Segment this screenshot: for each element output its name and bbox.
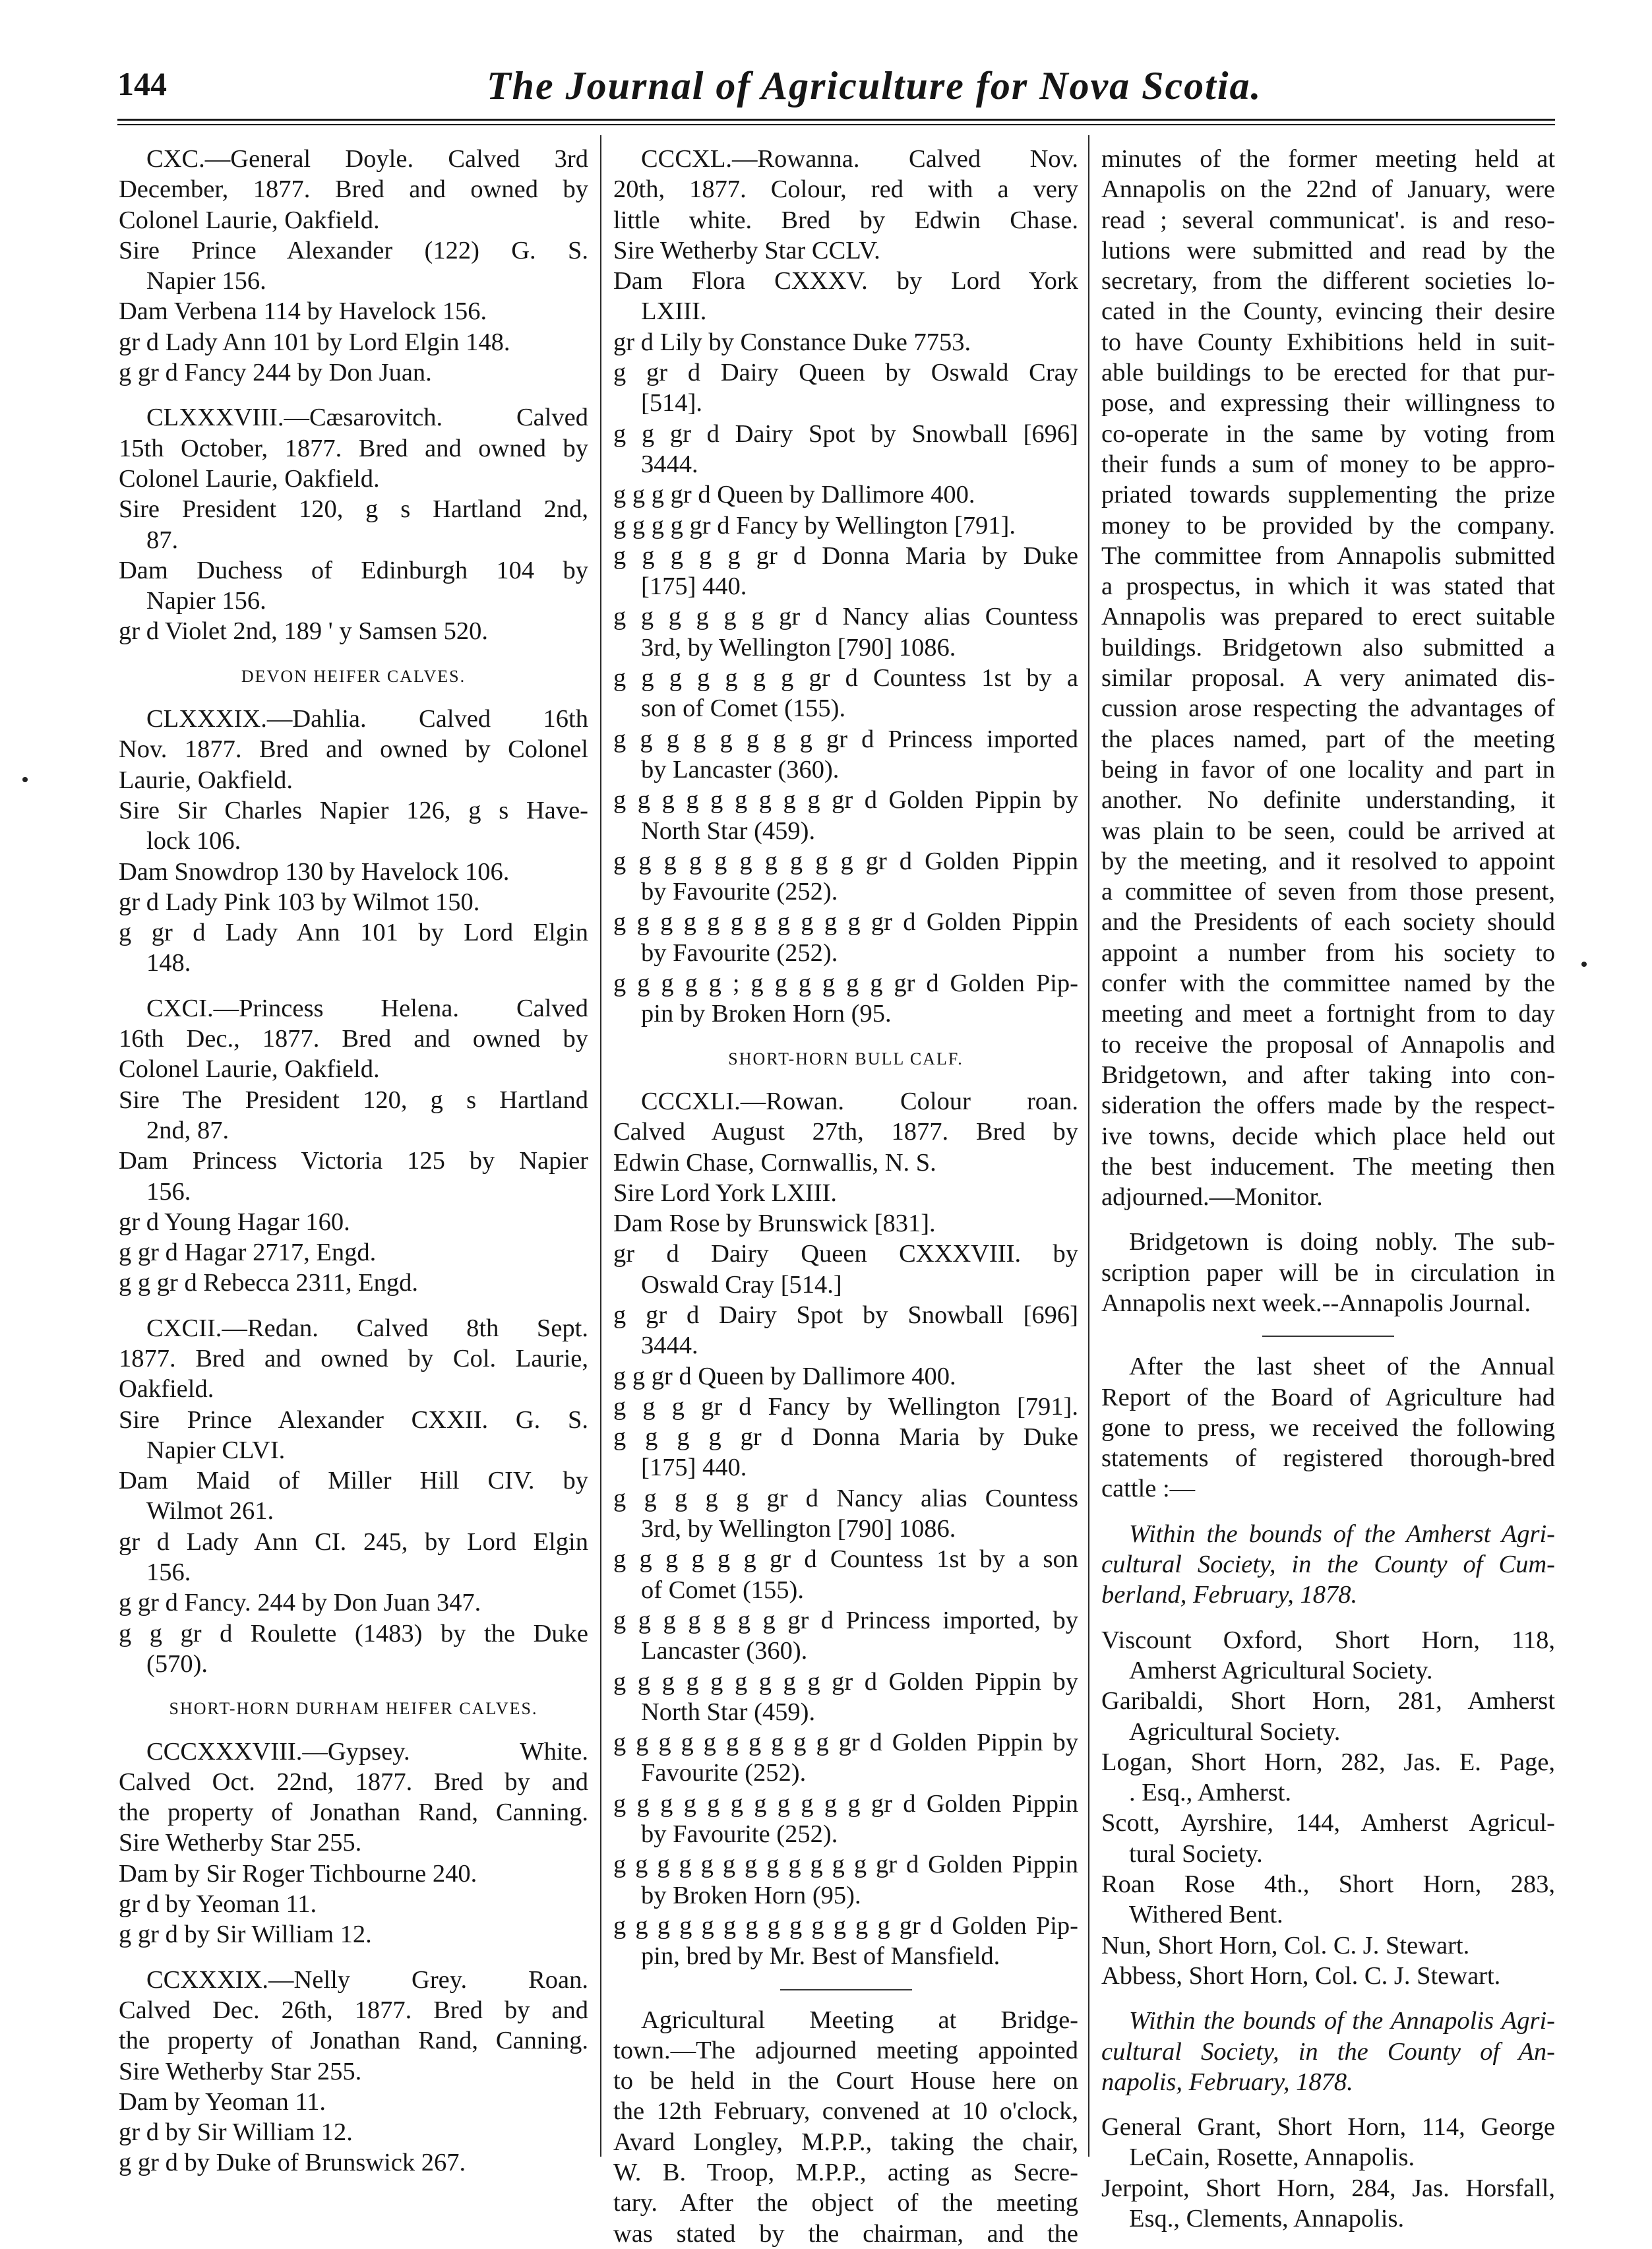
list-item: Viscount Oxford, Short Horn, 118, <box>1101 1626 1555 1654</box>
text-line: (570). <box>146 1649 208 1678</box>
article-heading: Agricultural Meeting at Bridge- <box>641 2006 1078 2034</box>
text-line: secretary, from the different societies lo- <box>1101 267 1555 295</box>
text-line: by Lancaster (360). <box>641 755 840 784</box>
entry-cxc <box>119 144 588 388</box>
text-line: Amherst Agricultural Society. <box>1129 1656 1433 1684</box>
text-line: to be held in the Court House here on <box>613 2067 1078 2095</box>
text-line: gone to press, we received the following <box>1101 1413 1555 1442</box>
text-line: CCCXLI.—Rowan. Colour roan. <box>641 1087 1078 1115</box>
text-line: similar proposal. A very animated dis- <box>1101 664 1555 693</box>
text-line: lutions were submitted and read by the <box>1101 236 1555 264</box>
text-line: After the last sheet of the Annual <box>1129 1353 1555 1381</box>
text-line: gr d by Sir William 12. <box>119 2118 353 2147</box>
text-line: Lancaster (360). <box>641 1637 808 1665</box>
text-line: g g g g gr d Fancy by Wellington [791]. <box>613 511 1016 539</box>
text-line: gr d Dairy Queen CXXXVIII. by <box>613 1240 1078 1268</box>
text-line: Napier CLVI. <box>146 1436 286 1464</box>
text-line: Dam Rose by Brunswick [831]. <box>613 1210 936 1238</box>
subheading-amherst <box>1101 1519 1555 1611</box>
text-line: minutes of the former meeting held at <box>1101 145 1555 173</box>
text-line: Esq., Clements, Annapolis. <box>1129 2205 1405 2233</box>
text-line: buildings. Bridgetown also submitted a <box>1101 633 1555 662</box>
text-line: Sire Prince Alexander (122) G. S. <box>119 236 588 264</box>
text-line: town.—The adjourned meeting appointed <box>613 2036 1078 2064</box>
section-heading: SHORT-HORN DURHAM HEIFER CALVES. <box>169 1699 538 1719</box>
text-line: read ; several communicat'. is and reso- <box>1101 206 1555 234</box>
text-line: 3444. <box>641 450 698 478</box>
text-line: Edwin Chase, Cornwallis, N. S. <box>613 1148 936 1177</box>
text-line: confer with the committee named by the <box>1101 970 1555 998</box>
section-divider <box>1262 1336 1394 1337</box>
text-line: Dam Verbena 114 by Havelock 156. <box>119 297 487 326</box>
text-line: 2nd, 87. <box>146 1116 229 1144</box>
text-line: CCCXXXVIII.—Gypsey. White. <box>146 1737 588 1766</box>
text-line: . Esq., Amherst. <box>1129 1779 1291 1807</box>
text-line: gr d Lady Ann 101 by Lord Elgin 148. <box>119 328 510 356</box>
text-line: by the meeting, and it resolved to appoint <box>1101 847 1555 875</box>
text-line: 3444. <box>641 1332 698 1360</box>
text-line: [514]. <box>641 389 703 417</box>
print-speck <box>1581 962 1587 967</box>
text-line: gr d Lily by Constance Duke 7753. <box>613 328 971 356</box>
text-line: g g g g g g g g gr d Princess imported <box>613 725 1078 753</box>
text-line: scription paper will be in circulation in <box>1101 1258 1555 1287</box>
text-line: pose, and expressing their willingness to <box>1101 389 1555 417</box>
list-item: Logan, Short Horn, 282, Jas. E. Page, <box>1101 1748 1555 1776</box>
text-line: cattle :— <box>1101 1475 1196 1503</box>
text-line: Sire President 120, g s Hartland 2nd, <box>119 495 588 524</box>
text-line: g gr d Dairy Spot by Snowball [696] <box>613 1301 1078 1329</box>
list-amherst <box>1101 1625 1555 1992</box>
print-speck <box>22 777 28 782</box>
text-line: by Favourite (252). <box>641 1820 838 1849</box>
text-line: Bridgetown is doing nobly. The sub- <box>1129 1228 1555 1256</box>
column-divider-1 <box>600 135 601 2157</box>
page-number: 144 <box>117 65 167 102</box>
text-line: by Favourite (252). <box>641 939 838 967</box>
text-line: the places named, part of the meeting <box>1101 725 1555 753</box>
text-line: Oswald Cray [514.] <box>641 1270 842 1299</box>
text-line: 156. <box>146 1177 191 1206</box>
text-line: a committee of seven from those present, <box>1101 878 1555 906</box>
text-line: Annapolis next week.--Annapolis Journal. <box>1101 1289 1531 1317</box>
column-divider-2 <box>1088 135 1089 2157</box>
text-line: g g gr d Rebecca 2311, Engd. <box>119 1269 419 1297</box>
text-line: Agricultural Society. <box>1129 1717 1341 1746</box>
text-line: 148. <box>146 949 191 977</box>
text-line: being in favor of one locality and part in <box>1101 755 1555 784</box>
list-item: Scott, Ayrshire, 144, Amherst Agricul- <box>1101 1809 1555 1837</box>
entry-clxxxviii <box>119 402 588 646</box>
text-line: priated towards supplementing the prize <box>1101 481 1555 509</box>
text-line: Annapolis on the 22nd of January, were <box>1101 175 1555 204</box>
text-line: CLXXXVIII.—Cæsarovitch. Calved <box>146 404 588 432</box>
text-line: Avard Longley, M.P.P., taking the chair, <box>613 2128 1078 2156</box>
text-line: ive towns, decide which place held out <box>1101 1122 1555 1150</box>
text-line: cultural Society, in the County of Cum- <box>1101 1551 1555 1579</box>
text-line: Calved August 27th, 1877. Bred by <box>613 1118 1078 1146</box>
text-line: g gr d Fancy 244 by Don Juan. <box>119 359 432 387</box>
list-item: Jerpoint, Short Horn, 284, Jas. Horsfall, <box>1101 2174 1555 2202</box>
text-line: tural Society. <box>1129 1839 1263 1868</box>
text-line: gr d Lady Pink 103 by Wilmot 150. <box>119 888 480 916</box>
text-line: LXIII. <box>641 297 707 326</box>
text-line: Sire Wetherby Star CCLV. <box>613 236 880 264</box>
list-item: General Grant, Short Horn, 114, George <box>1101 2113 1555 2141</box>
text-line: to receive the proposal of Annapolis and <box>1101 1030 1555 1059</box>
entry-clxxxix <box>119 704 588 979</box>
list-item: Roan Rose 4th., Short Horn, 283, <box>1101 1870 1555 1899</box>
journal-title: The Journal of Agriculture for Nova Scotia. <box>487 64 1262 108</box>
entry-cxci <box>119 993 588 1299</box>
text-line: [175] 440. <box>641 1454 747 1482</box>
text-line: g g g g g g g g g gr d Golden Pippin by <box>613 1667 1078 1696</box>
list-item: Garibaldi, Short Horn, 281, Amherst <box>1101 1687 1555 1715</box>
text-line: gr d Lady Ann CI. 245, by Lord Elgin <box>119 1527 588 1556</box>
text-line: Sire Wetherby Star 255. <box>119 1829 362 1857</box>
list-item: Nun, Short Horn, Col. C. J. Stewart. <box>1101 1931 1470 1959</box>
text-line: by Broken Horn (95). <box>641 1881 861 1909</box>
text-line: g g g g g g gr d Nancy alias Countess <box>613 603 1078 631</box>
text-line: lock 106. <box>146 827 241 855</box>
article-agricultural-meeting <box>613 2005 1078 2249</box>
column-2 <box>613 144 1078 2249</box>
text-line: Within the bounds of the Amherst Agri- <box>1129 1520 1555 1548</box>
text-line: cultural Society, in the County of An- <box>1101 2037 1555 2066</box>
section-heading: DEVON HEIFER CALVES. <box>241 666 466 686</box>
text-line: g g g g g g g g g g gr d Golden Pippin <box>613 847 1078 875</box>
text-line: Napier 156. <box>146 587 266 615</box>
text-line: berland, February, 1878. <box>1101 1581 1358 1609</box>
text-line: Dam Princess Victoria 125 by Napier <box>119 1147 588 1175</box>
text-line: able buildings to be erected for that pur- <box>1101 359 1555 387</box>
text-line: Dam by Sir Roger Tichbourne 240. <box>119 1859 477 1888</box>
text-line: Sire Wetherby Star 255. <box>119 2057 362 2085</box>
text-line: the 12th February, convened at 10 o'clock, <box>613 2097 1078 2126</box>
header-rule <box>117 119 1555 121</box>
text-line: the property of Jonathan Rand, Canning. <box>119 1799 588 1827</box>
text-line: g g g g g gr d Nancy alias Countess <box>613 1484 1078 1512</box>
section-heading: SHORT-HORN BULL CALF. <box>728 1049 964 1068</box>
text-line: Dam Snowdrop 130 by Havelock 106. <box>119 857 510 886</box>
text-line: g g gr d Roulette (1483) by the Duke <box>119 1619 588 1648</box>
text-line: 3rd, by Wellington [790] 1086. <box>641 633 956 662</box>
text-line: Colonel Laurie, Oakfield. <box>119 464 380 493</box>
text-line: appoint a number from his society to <box>1101 939 1555 967</box>
text-line: g gr d Hagar 2717, Engd. <box>119 1239 377 1267</box>
text-line: the best inducement. The meeting then <box>1101 1152 1555 1181</box>
text-line: by Favourite (252). <box>641 878 838 906</box>
text-line: and the Presidents of each society should <box>1101 908 1555 937</box>
column-1 <box>119 144 588 2178</box>
text-line: gr d by Yeoman 11. <box>119 1890 317 1919</box>
text-line: CLXXXIX.—Dahlia. Calved 16th <box>146 705 588 733</box>
text-line: Oakfield. <box>119 1375 214 1403</box>
text-line: cussion arose respecting the advantages of <box>1101 694 1555 723</box>
text-line: Dam Maid of Miller Hill CIV. by <box>119 1467 588 1495</box>
text-line: 20th, 1877. Colour, red with a very <box>613 175 1078 204</box>
text-line: Nov. 1877. Bred and owned by Colonel <box>119 735 588 764</box>
text-line: adjourned.—Monitor. <box>1101 1183 1323 1212</box>
text-line: CCXXXIX.—Nelly Grey. Roan. <box>146 1965 588 1994</box>
text-line: tary. After the object of the meeting <box>613 2189 1078 2217</box>
text-line: Within the bounds of the Annapolis Agri- <box>1129 2007 1555 2035</box>
text-line: Withered Bent. <box>1129 1901 1283 1929</box>
text-line: g g gr d Dairy Spot by Snowball [696] <box>613 419 1078 448</box>
text-line: CCCXL.—Rowanna. Calved Nov. <box>641 145 1078 173</box>
text-line: Annapolis was prepared to erect suitable <box>1101 603 1555 631</box>
text-line: son of Comet (155). <box>641 694 846 723</box>
article-continuation <box>1101 144 1555 1212</box>
text-line: Sire Prince Alexander CXXII. G. S. <box>119 1405 588 1434</box>
text-line: Napier 156. <box>146 267 266 295</box>
text-line: Report of the Board of Agriculture had <box>1101 1383 1555 1411</box>
text-line: g g g g g g g g g g g gr d Golden Pippin <box>613 908 1078 937</box>
text-line: was stated by the chairman, and the <box>613 2219 1078 2248</box>
text-line: g gr d by Duke of Brunswick 267. <box>119 2149 466 2177</box>
entry-cccxli <box>613 1086 1078 1972</box>
text-line: cated in the County, evincing their desire <box>1101 297 1555 326</box>
text-line: the property of Jonathan Rand, Canning. <box>119 2027 588 2055</box>
text-line: g g g gr d Fancy by Wellington [791]. <box>613 1392 1078 1421</box>
list-annapolis <box>1101 2112 1555 2234</box>
section-divider <box>780 1989 912 1990</box>
text-line: pin by Broken Horn (95. <box>641 1000 892 1028</box>
text-line: CXCII.—Redan. Calved 8th Sept. <box>146 1314 588 1342</box>
text-line: LeCain, Rosette, Annapolis. <box>1129 2143 1415 2172</box>
text-line: g g g g g ; g g g g g g gr d Golden Pip- <box>613 970 1078 998</box>
text-line: g g g g g g gr d Countess 1st by a son <box>613 1545 1078 1574</box>
text-line: North Star (459). <box>641 1698 816 1726</box>
entry-cccxl <box>613 144 1078 1030</box>
text-line: gr d Young Hagar 160. <box>119 1208 350 1236</box>
text-line: Sire The President 120, g s Hartland <box>119 1086 588 1114</box>
text-line: g g g g gr d Donna Maria by Duke <box>613 1423 1078 1452</box>
text-line: g g g g g g g g g g gr d Golden Pippin by <box>613 1729 1078 1757</box>
entry-cxcii <box>119 1313 588 1680</box>
text-line: g g g g g g g g g g g g g gr d Golden Pip- <box>613 1911 1078 1940</box>
text-line: another. No definite understanding, it <box>1101 786 1555 815</box>
text-line: napolis, February, 1878. <box>1101 2068 1353 2096</box>
text-line: Sire Lord York LXIII. <box>613 1179 837 1207</box>
text-line: 1877. Bred and owned by Col. Laurie, <box>119 1344 588 1372</box>
text-line: Favourite (252). <box>641 1759 807 1787</box>
subheading-annapolis <box>1101 2006 1555 2097</box>
text-line: to have County Exhibitions held in suit- <box>1101 328 1555 356</box>
text-line: Colonel Laurie, Oakfield. <box>119 1055 380 1084</box>
column-3 <box>1101 144 1555 2234</box>
text-line: W. B. Troop, M.P.P., acting as Secre- <box>613 2159 1078 2186</box>
text-line: their funds a sum of money to be appro- <box>1101 450 1555 478</box>
text-line: g g g gr d Queen by Dallimore 400. <box>613 481 975 509</box>
text-line: meeting and meet a fortnight from to day <box>1101 1000 1555 1028</box>
text-line: Dam by Yeoman 11. <box>119 2087 326 2116</box>
text-line: g gr d Lady Ann 101 by Lord Elgin <box>119 919 588 947</box>
text-line: CXC.—General Doyle. Calved 3rd <box>146 145 588 173</box>
text-line: of Comet (155). <box>641 1576 804 1604</box>
text-line: Wilmot 261. <box>146 1497 274 1525</box>
text-line: g g g g g g g g g g g gr d Golden Pippin <box>613 1789 1078 1818</box>
text-line: g gr d Fancy. 244 by Don Juan 347. <box>119 1589 481 1617</box>
text-line: 87. <box>146 526 179 554</box>
list-item: Abbess, Short Horn, Col. C. J. Stewart. <box>1101 1961 1501 1990</box>
text-line: was plain to be seen, could be arrived at <box>1101 816 1555 845</box>
text-line: Laurie, Oakfield. <box>119 766 293 794</box>
text-line: December, 1877. Bred and owned by <box>119 175 588 204</box>
text-line: sideration the offers made by the respect- <box>1101 1092 1555 1120</box>
text-line: g g g g g g g g g g g g gr d Golden Pippin <box>613 1851 1078 1879</box>
text-line: little white. Bred by Edwin Chase. <box>613 206 1078 234</box>
text-line: CXCI.—Princess Helena. Calved <box>146 994 588 1022</box>
text-line: money to be provided by the company. <box>1101 511 1555 539</box>
article-bridgetown-note <box>1101 1227 1555 1318</box>
text-line: Sire Sir Charles Napier 126, g s Have- <box>119 796 588 824</box>
text-line: g g g g g g g gr d Princess imported, by <box>613 1606 1078 1634</box>
text-line: g gr d by Sir William 12. <box>119 1921 372 1949</box>
entry-ccxxxix <box>119 1965 588 2178</box>
text-line: The committee from Annapolis submitted <box>1101 541 1555 570</box>
text-line: g g g g g gr d Donna Maria by Duke <box>613 541 1078 570</box>
text-line: pin, bred by Mr. Best of Mansfield. <box>641 1942 1000 1971</box>
text-line: North Star (459). <box>641 816 816 845</box>
text-line: co-operate in the same by voting from <box>1101 419 1555 448</box>
text-line: Calved Dec. 26th, 1877. Bred by and <box>119 1996 588 2024</box>
text-line: g g g g g g g g g gr d Golden Pippin by <box>613 786 1078 815</box>
text-line: 16th Dec., 1877. Bred and owned by <box>119 1025 588 1053</box>
text-line: Dam Duchess of Edinburgh 104 by <box>119 556 588 584</box>
entry-cccxxxviii <box>119 1737 588 1950</box>
article-registered-cattle <box>1101 1351 1555 1504</box>
text-line: g gr d Dairy Queen by Oswald Cray <box>613 359 1078 387</box>
text-line: g g gr d Queen by Dallimore 400. <box>613 1362 956 1390</box>
text-line: 15th October, 1877. Bred and owned by <box>119 434 588 462</box>
text-line: gr d Violet 2nd, 189 ' y Samsen 520. <box>119 617 488 646</box>
text-line: [175] 440. <box>641 572 747 601</box>
text-line: Colonel Laurie, Oakfield. <box>119 206 380 234</box>
text-line: Bridgetown, and after taking into con- <box>1101 1061 1555 1089</box>
text-line: Dam Flora CXXXV. by Lord York <box>613 267 1078 295</box>
text-line: 3rd, by Wellington [790] 1086. <box>641 1515 956 1543</box>
text-line: g g g g g g g gr d Countess 1st by a <box>613 664 1078 693</box>
text-line: statements of registered thorough-bred <box>1101 1444 1555 1473</box>
page-header <box>117 65 1555 111</box>
text-line: 156. <box>146 1558 191 1587</box>
header-rule-secondary <box>117 124 1555 125</box>
text-line: Calved Oct. 22nd, 1877. Bred by and <box>119 1768 588 1796</box>
text-line: a prospectus, in which it was stated that <box>1101 572 1555 601</box>
